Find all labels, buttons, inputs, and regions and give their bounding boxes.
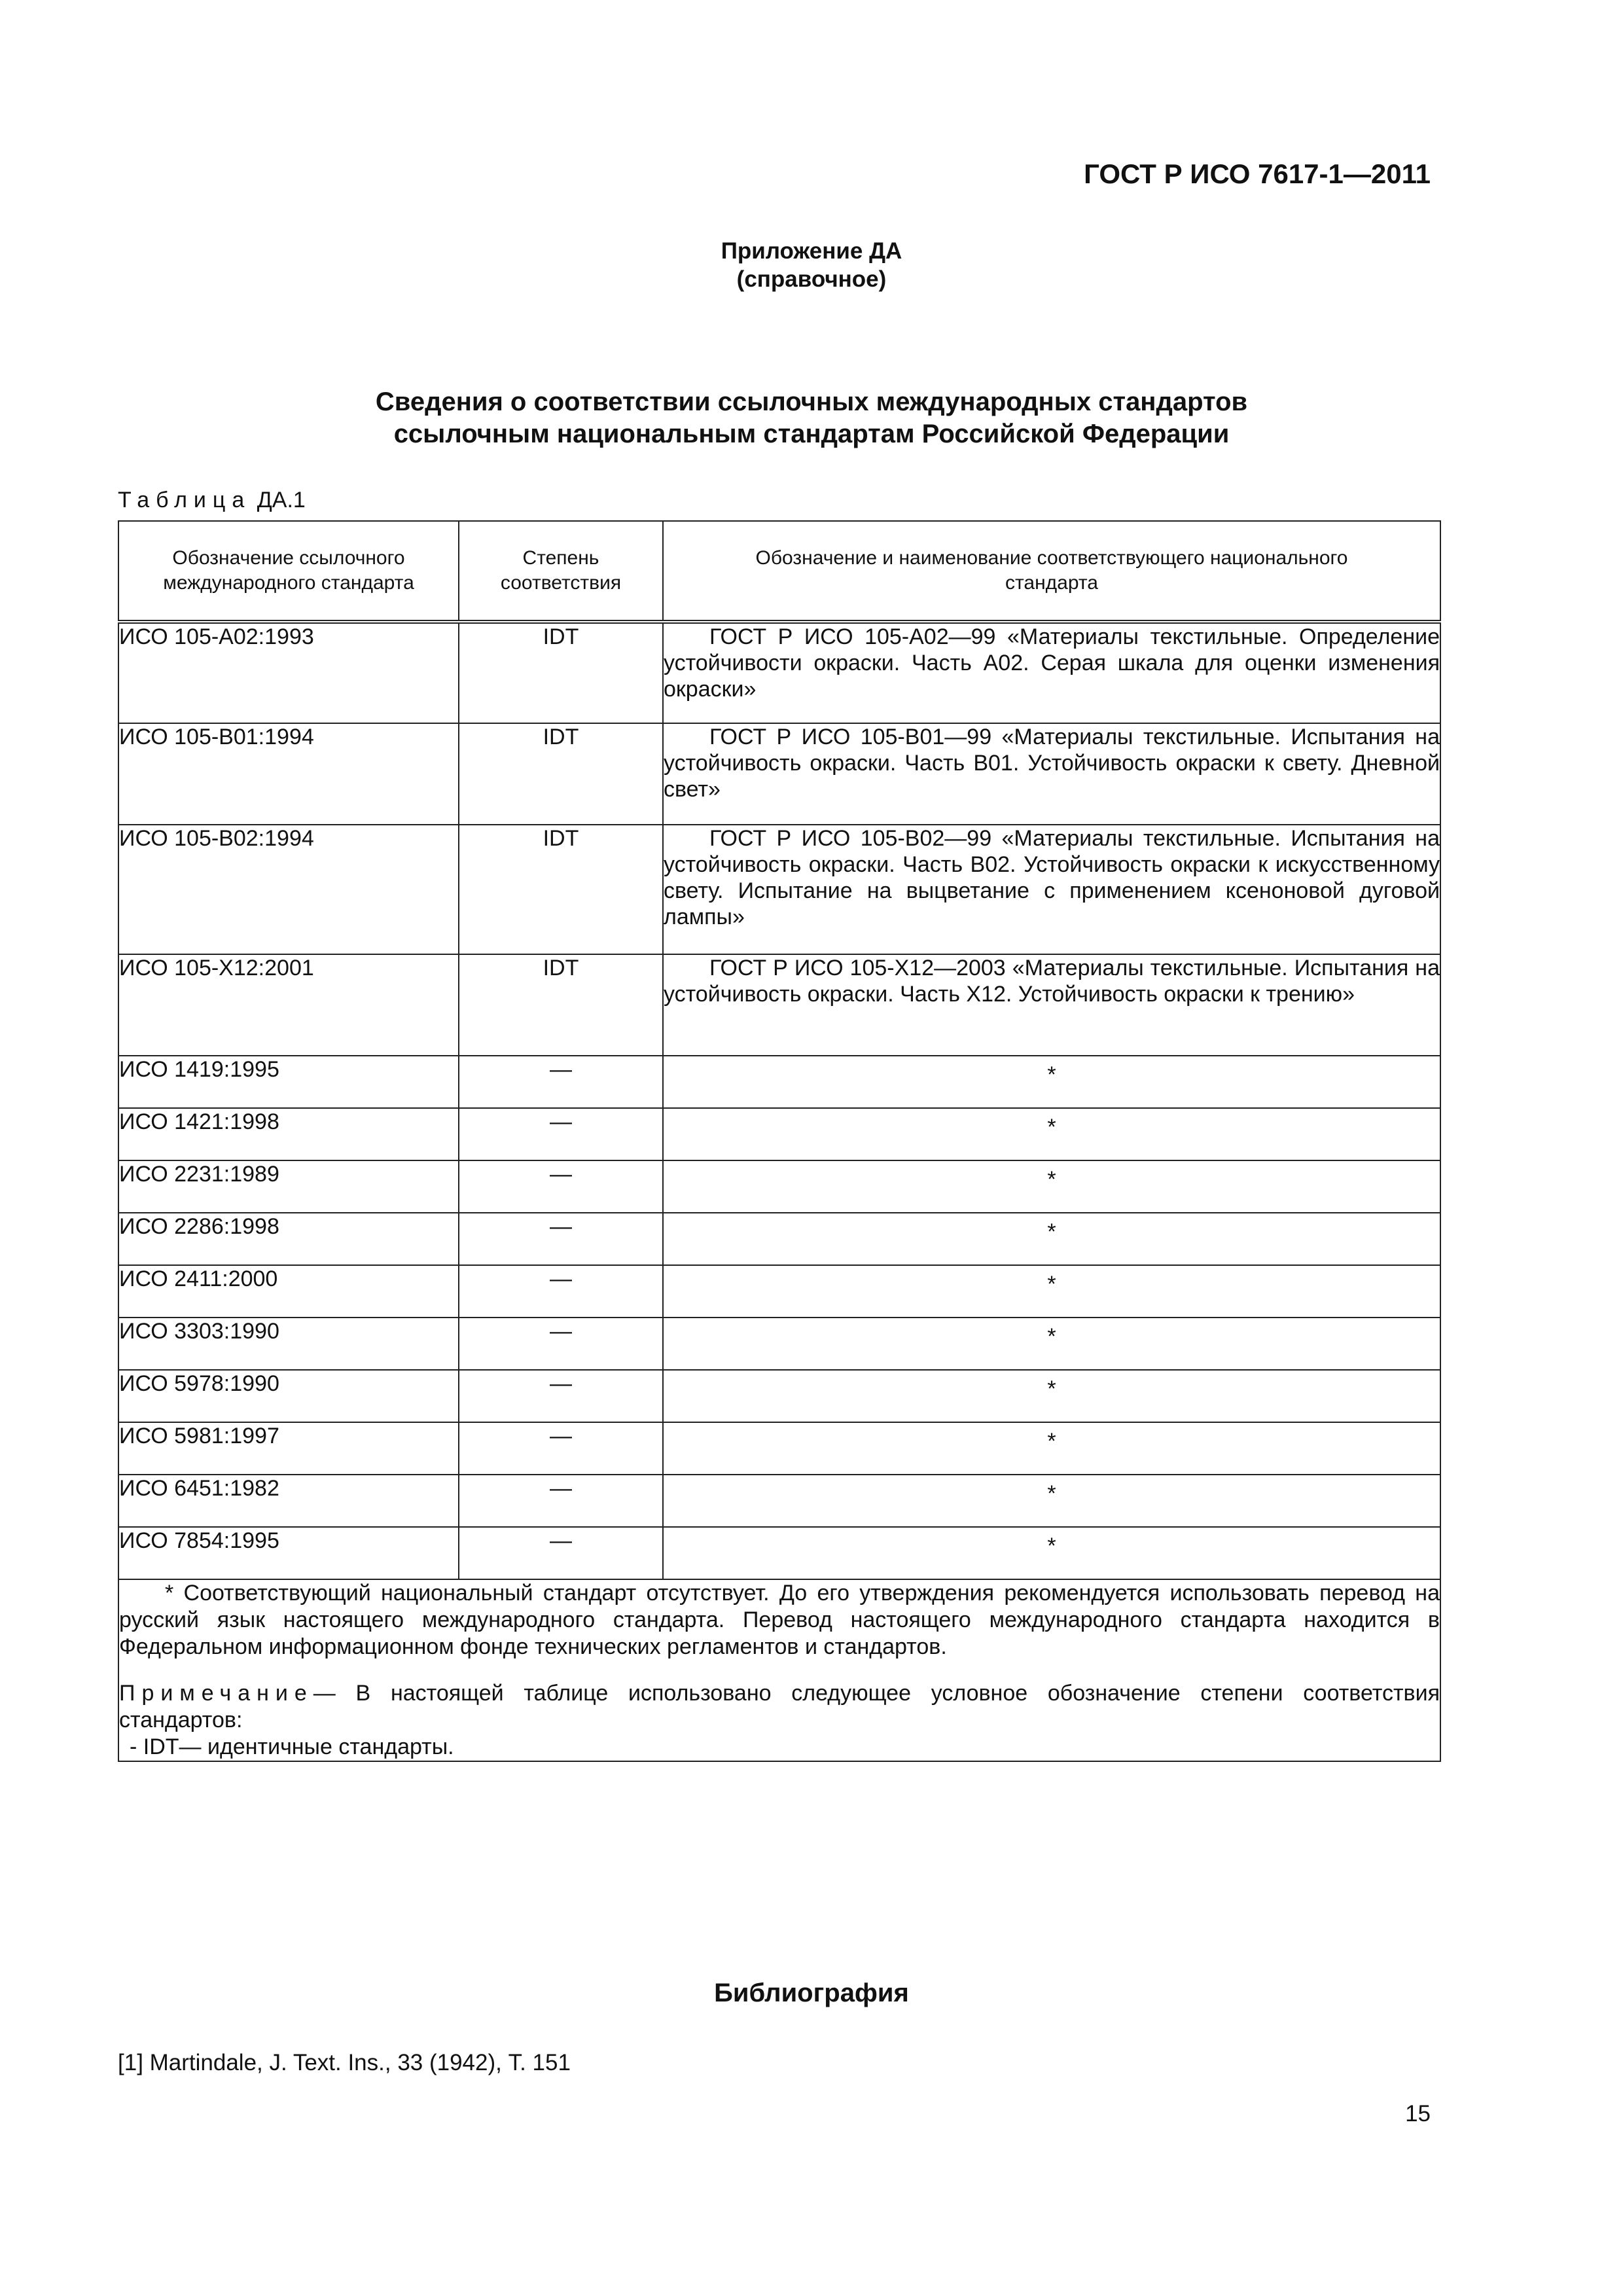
- table-row: [118, 622, 1440, 723]
- table-label-number: ДА.1: [257, 488, 306, 512]
- degree-cell: —: [459, 1422, 663, 1475]
- bibliography-title: Библиография: [714, 1979, 909, 2007]
- international-standard-cell: ИСО 6451:1982: [118, 1475, 459, 1527]
- header-col1-line2: международного стандарта: [163, 572, 414, 594]
- international-standard-cell: ИСО 5978:1990: [118, 1370, 459, 1422]
- international-standard-cell: ИСО 3303:1990: [118, 1318, 459, 1370]
- table-row: [118, 954, 1440, 1056]
- header-col1-line1: Обозначение ссылочного: [172, 547, 405, 569]
- table-row: [118, 723, 1440, 825]
- document-code: ГОСТ Р ИСО 7617-1—2011: [1084, 158, 1431, 189]
- international-standard-cell: ИСО 105-B01:1994: [118, 723, 459, 825]
- national-standard-cell: *: [663, 1527, 1440, 1579]
- national-standard-cell: *: [663, 1422, 1440, 1475]
- bibliography-entry: [1] Martindale, J. Text. Ins., 33 (1942), Т. 151: [118, 2050, 571, 2075]
- international-standard-cell: ИСО 105-A02:1993: [118, 622, 459, 723]
- header-national-standard: [663, 521, 1440, 622]
- note-paragraph: [119, 1680, 1440, 1734]
- national-standard-cell: *: [663, 1108, 1440, 1160]
- degree-cell: —: [459, 1318, 663, 1370]
- international-standard-cell: ИСО 7854:1995: [118, 1527, 459, 1579]
- header-col2-line2: соответствия: [500, 572, 622, 594]
- degree-cell: —: [459, 1475, 663, 1527]
- degree-cell: IDT: [459, 622, 663, 723]
- table-row: [118, 1265, 1440, 1318]
- degree-cell: IDT: [459, 723, 663, 825]
- table-row: [118, 1213, 1440, 1265]
- international-standard-cell: ИСО 105-X12:2001: [118, 954, 459, 1056]
- national-standard-cell: *: [663, 1318, 1440, 1370]
- section-heading-line-1: Сведения о соответствии ссылочных международных стандартов: [375, 387, 1248, 416]
- table-row: [118, 1318, 1440, 1370]
- degree-cell: —: [459, 1056, 663, 1108]
- degree-cell: —: [459, 1527, 663, 1579]
- degree-cell: —: [459, 1370, 663, 1422]
- correspondence-table: [118, 520, 1441, 1762]
- national-standard-cell: *: [663, 1056, 1440, 1108]
- national-standard-text: ГОСТ Р ИСО 105-В01—99 «Материалы текстильные. Испытания на устойчивость окраски. Часть В01. Устойчивость окраски к свету. Дневной свет»: [664, 725, 1440, 802]
- header-col2-line1: Степень: [522, 547, 599, 569]
- table-row: [118, 1108, 1440, 1160]
- footnote-text: * Соответствующий национальный стандарт отсутствует. До его утверждения рекомендуется использовать перевод на русский язык настоящего международного стандарта. Перевод настоящего международного стандарта находится в Федеральном информационном фонде технических регламентов и стандартов.: [119, 1581, 1440, 1659]
- degree-cell: —: [459, 1160, 663, 1213]
- section-heading-line-2: ссылочным национальным стандартам Российской Федерации: [393, 420, 1230, 448]
- international-standard-cell: ИСО 2411:2000: [118, 1265, 459, 1318]
- international-standard-cell: ИСО 2231:1989: [118, 1160, 459, 1213]
- note-text: — В настоящей таблице использовано следующее условное обозначение степени соответствия стандартов:: [119, 1681, 1440, 1732]
- header-col3-line1: Обозначение и наименование соответствующего национального: [755, 547, 1348, 569]
- table-row: [118, 1056, 1440, 1108]
- table-row: [118, 1422, 1440, 1475]
- international-standard-cell: ИСО 105-B02:1994: [118, 825, 459, 954]
- appendix-title: Приложение ДА: [721, 238, 902, 264]
- header-col3-line2: стандарта: [1005, 572, 1098, 594]
- national-standard-cell: [663, 622, 1440, 723]
- table-row: [118, 1475, 1440, 1527]
- national-standard-cell: *: [663, 1265, 1440, 1318]
- table-header-row: [118, 521, 1440, 622]
- national-standard-cell: *: [663, 1160, 1440, 1213]
- degree-cell: IDT: [459, 825, 663, 954]
- table-row: [118, 825, 1440, 954]
- national-standard-text: ГОСТ Р ИСО 105-В02—99 «Материалы текстильные. Испытания на устойчивость окраски. Часть В02. Устойчивость окраски к искусственному свету. Испытание на выцветание с применением ксеноновой дуговой лампы»: [664, 826, 1440, 929]
- header-international-standard: [118, 521, 459, 622]
- table-row: [118, 1370, 1440, 1422]
- international-standard-cell: ИСО 1419:1995: [118, 1056, 459, 1108]
- page-number: 15: [1405, 2101, 1431, 2126]
- table-footnotes: [118, 1579, 1440, 1761]
- national-standard-cell: *: [663, 1213, 1440, 1265]
- degree-cell: —: [459, 1265, 663, 1318]
- table-label: [118, 488, 306, 513]
- national-standard-cell: *: [663, 1475, 1440, 1527]
- appendix-subtitle: (справочное): [736, 266, 887, 292]
- degree-cell: —: [459, 1108, 663, 1160]
- appendix-heading: [0, 237, 1623, 293]
- international-standard-cell: ИСО 1421:1998: [118, 1108, 459, 1160]
- national-standard-cell: *: [663, 1370, 1440, 1422]
- national-standard-cell: [663, 723, 1440, 825]
- note-word: Примечание: [119, 1681, 313, 1706]
- table-label-word: Таблица: [118, 488, 251, 512]
- international-standard-cell: ИСО 5981:1997: [118, 1422, 459, 1475]
- degree-cell: IDT: [459, 954, 663, 1056]
- header-degree: [459, 521, 663, 622]
- national-standard-cell: [663, 825, 1440, 954]
- table-row: [118, 1160, 1440, 1213]
- international-standard-cell: ИСО 2286:1998: [118, 1213, 459, 1265]
- national-standard-text: ГОСТ Р ИСО 105-Х12—2003 «Материалы текстильные. Испытания на устойчивость окраски. Часть Х12. Устойчивость окраски к трению»: [664, 956, 1440, 1007]
- national-standard-cell: [663, 954, 1440, 1056]
- section-heading: [0, 386, 1623, 450]
- table-row: [118, 1527, 1440, 1579]
- note-item: - IDT— идентичные стандарты.: [130, 1734, 454, 1759]
- national-standard-text: ГОСТ Р ИСО 105-А02—99 «Материалы текстильные. Определение устойчивости окраски. Часть А02. Серая шкала для оценки изменения окраски»: [664, 624, 1440, 702]
- table-footer-row: [118, 1579, 1440, 1761]
- degree-cell: —: [459, 1213, 663, 1265]
